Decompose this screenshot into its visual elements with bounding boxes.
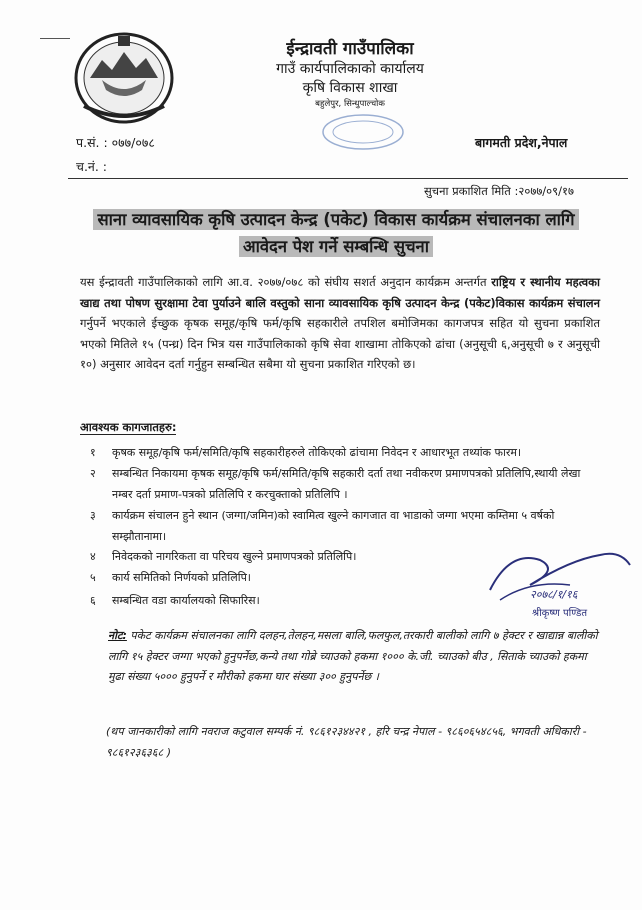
notice-title-line1: साना व्यावसायिक कृषि उत्पादन केन्द्र (पकेट) विकास कार्यक्रम संचालनका लागि xyxy=(93,209,578,230)
letterhead xyxy=(200,38,500,110)
office-address: बहुलेपुर, सिन्धुपाल्चोक xyxy=(315,99,385,109)
document-text: कार्यक्रम संचालन हुने स्थान (जग्गा/जमिन)को स्वामित्व खुल्ने कागजात वा भाडाको जग्गा भएमा कम्तिमा ५ वर्षको सम्झौतानामा। xyxy=(112,509,555,543)
notice-date: सुचना प्रकाशित मिति :२०७७/०९/१७ xyxy=(424,184,574,198)
document-text: सम्बन्धित निकायमा कृषक समूह/कृषि फर्म/समिति/कृषि सहकारी दर्ता तथा नवीकरण प्रमाणपत्रको प्रतिलिपि,स्थायी लेखा नम्बर दर्ता प्रमाण-पत्रको प्रतिलिपि र करचुक्ताको प्रतिलिपि । xyxy=(112,467,581,501)
signature-date: २०७८/१/१६ xyxy=(530,588,578,601)
body-bold: राष्ट्रिय र स्थानीय महत्वका खाद्य तथा पोषण सुरक्षामा टेवा पुर्याउने बालि वस्तुको साना व्यावसायिक कृषि उत्पादन केन्द्र (पकेट)विकास कार्यक्रम संचालन xyxy=(80,275,600,310)
document-number: १ xyxy=(90,446,96,459)
province-name: बागमती प्रदेश,नेपाल xyxy=(475,135,568,150)
body-part2: गर्नुपर्ने भएकाले ईच्छुक कृषक समूह/कृषि फर्म/कृषि सहकारीले तपशिल बमोजिमका कागजपत्र सहित यो सुचना प्रकाशित भएको मितिले १५ (पन्ध्र) दिन भित्र यस गाउँपालिकाको कृषि सेवा शाखामा तोकिएको ढांचा (अनुसूची ६,अनुसूची ७ र अनुसूची १०) अनुसार आवेदन दर्ता गर्नुहुन सम्बन्धित सबैमा यो सुचना प्रकाशित गरिएको छ। xyxy=(80,316,600,372)
header-divider xyxy=(68,178,628,179)
document-text: कार्य समितिको निर्णयको प्रतिलिपि। xyxy=(112,571,251,584)
contact-info: (थप जानकारीको लागि नवराज कटुवाल सम्पर्क नं. ९८६१२३४४२१ , हरि चन्द्र नेपाल - ९८६०६५४८५६, भगवती अधिकारी - ९८६१२३६३६८ ) xyxy=(106,725,587,759)
document-number: २ xyxy=(90,467,96,480)
notice-title xyxy=(66,206,606,260)
notice-title-line2: आवेदन पेश गर्ने सम्बन्धि सुचना xyxy=(239,236,433,257)
municipality-name: ईन्द्रावती गाउँपालिका xyxy=(286,39,414,59)
office-stamp xyxy=(318,112,408,152)
handwritten-signature xyxy=(470,530,642,630)
document-number: ३ xyxy=(90,509,96,522)
dispatch-number: च.नं. : xyxy=(76,159,108,174)
office-name: गाउँ कार्यपालिकाको कार्यालय xyxy=(276,61,424,77)
documents-heading-text: आवश्यक कागजातहरु: xyxy=(80,420,177,434)
note-text: पकेट कार्यक्रम संचालनका लागि दलहन,तेलहन,मसला बालि,फलफुल,तरकारी बालीको लागि ७ हेक्टर र खाद्यान्न बालीको लागि १५ हेक्टर जग्गा भएको हुनुपर्नेछ,कन्ये तथा गोब्रे च्याउको हकमा १००० के.जी. च्याउको बीउ , सिताके च्याउको हकमा मुढा संख्या ५००० हुनुपर्ने र मौरीको हकमा घार संख्या ३०० हुनुपर्नेछ । xyxy=(108,629,598,683)
note-paragraph xyxy=(108,626,598,688)
body-part1: यस ईन्द्रावती गाउँपालिकाको लागि आ.व. २०७७/०७८ को संघीय सशर्त अनुदान कार्यक्रम अन्तर्गत xyxy=(80,275,492,289)
nepal-emblem-logo xyxy=(72,28,176,126)
margin-mark xyxy=(40,38,70,39)
document-text: सम्बन्धित वडा कार्यालयको सिफारिस। xyxy=(112,594,260,607)
document-text: कृषक समूह/कृषि फर्म/समिति/कृषि सहकारीहरुले तोकिएको ढांचामा निवेदन र आधारभूत तथ्यांक फारम। xyxy=(112,446,522,459)
document-number: ५ xyxy=(90,571,96,584)
reference-number: प.सं. : ०७७/०७८ xyxy=(76,135,155,150)
document-text: निवेदकको नागरिकता वा परिचय खुल्ने प्रमाणपत्रको प्रतिलिपि। xyxy=(112,550,357,563)
notice-body xyxy=(80,272,600,375)
note-label: नोट: xyxy=(108,629,127,642)
document-number: ४ xyxy=(90,550,96,563)
signature-name: श्रीकृष्ण पण्डित xyxy=(532,608,588,619)
section-name: कृषि विकास शाखा xyxy=(302,80,398,96)
document-number: ६ xyxy=(90,594,96,607)
documents-heading xyxy=(80,420,176,435)
